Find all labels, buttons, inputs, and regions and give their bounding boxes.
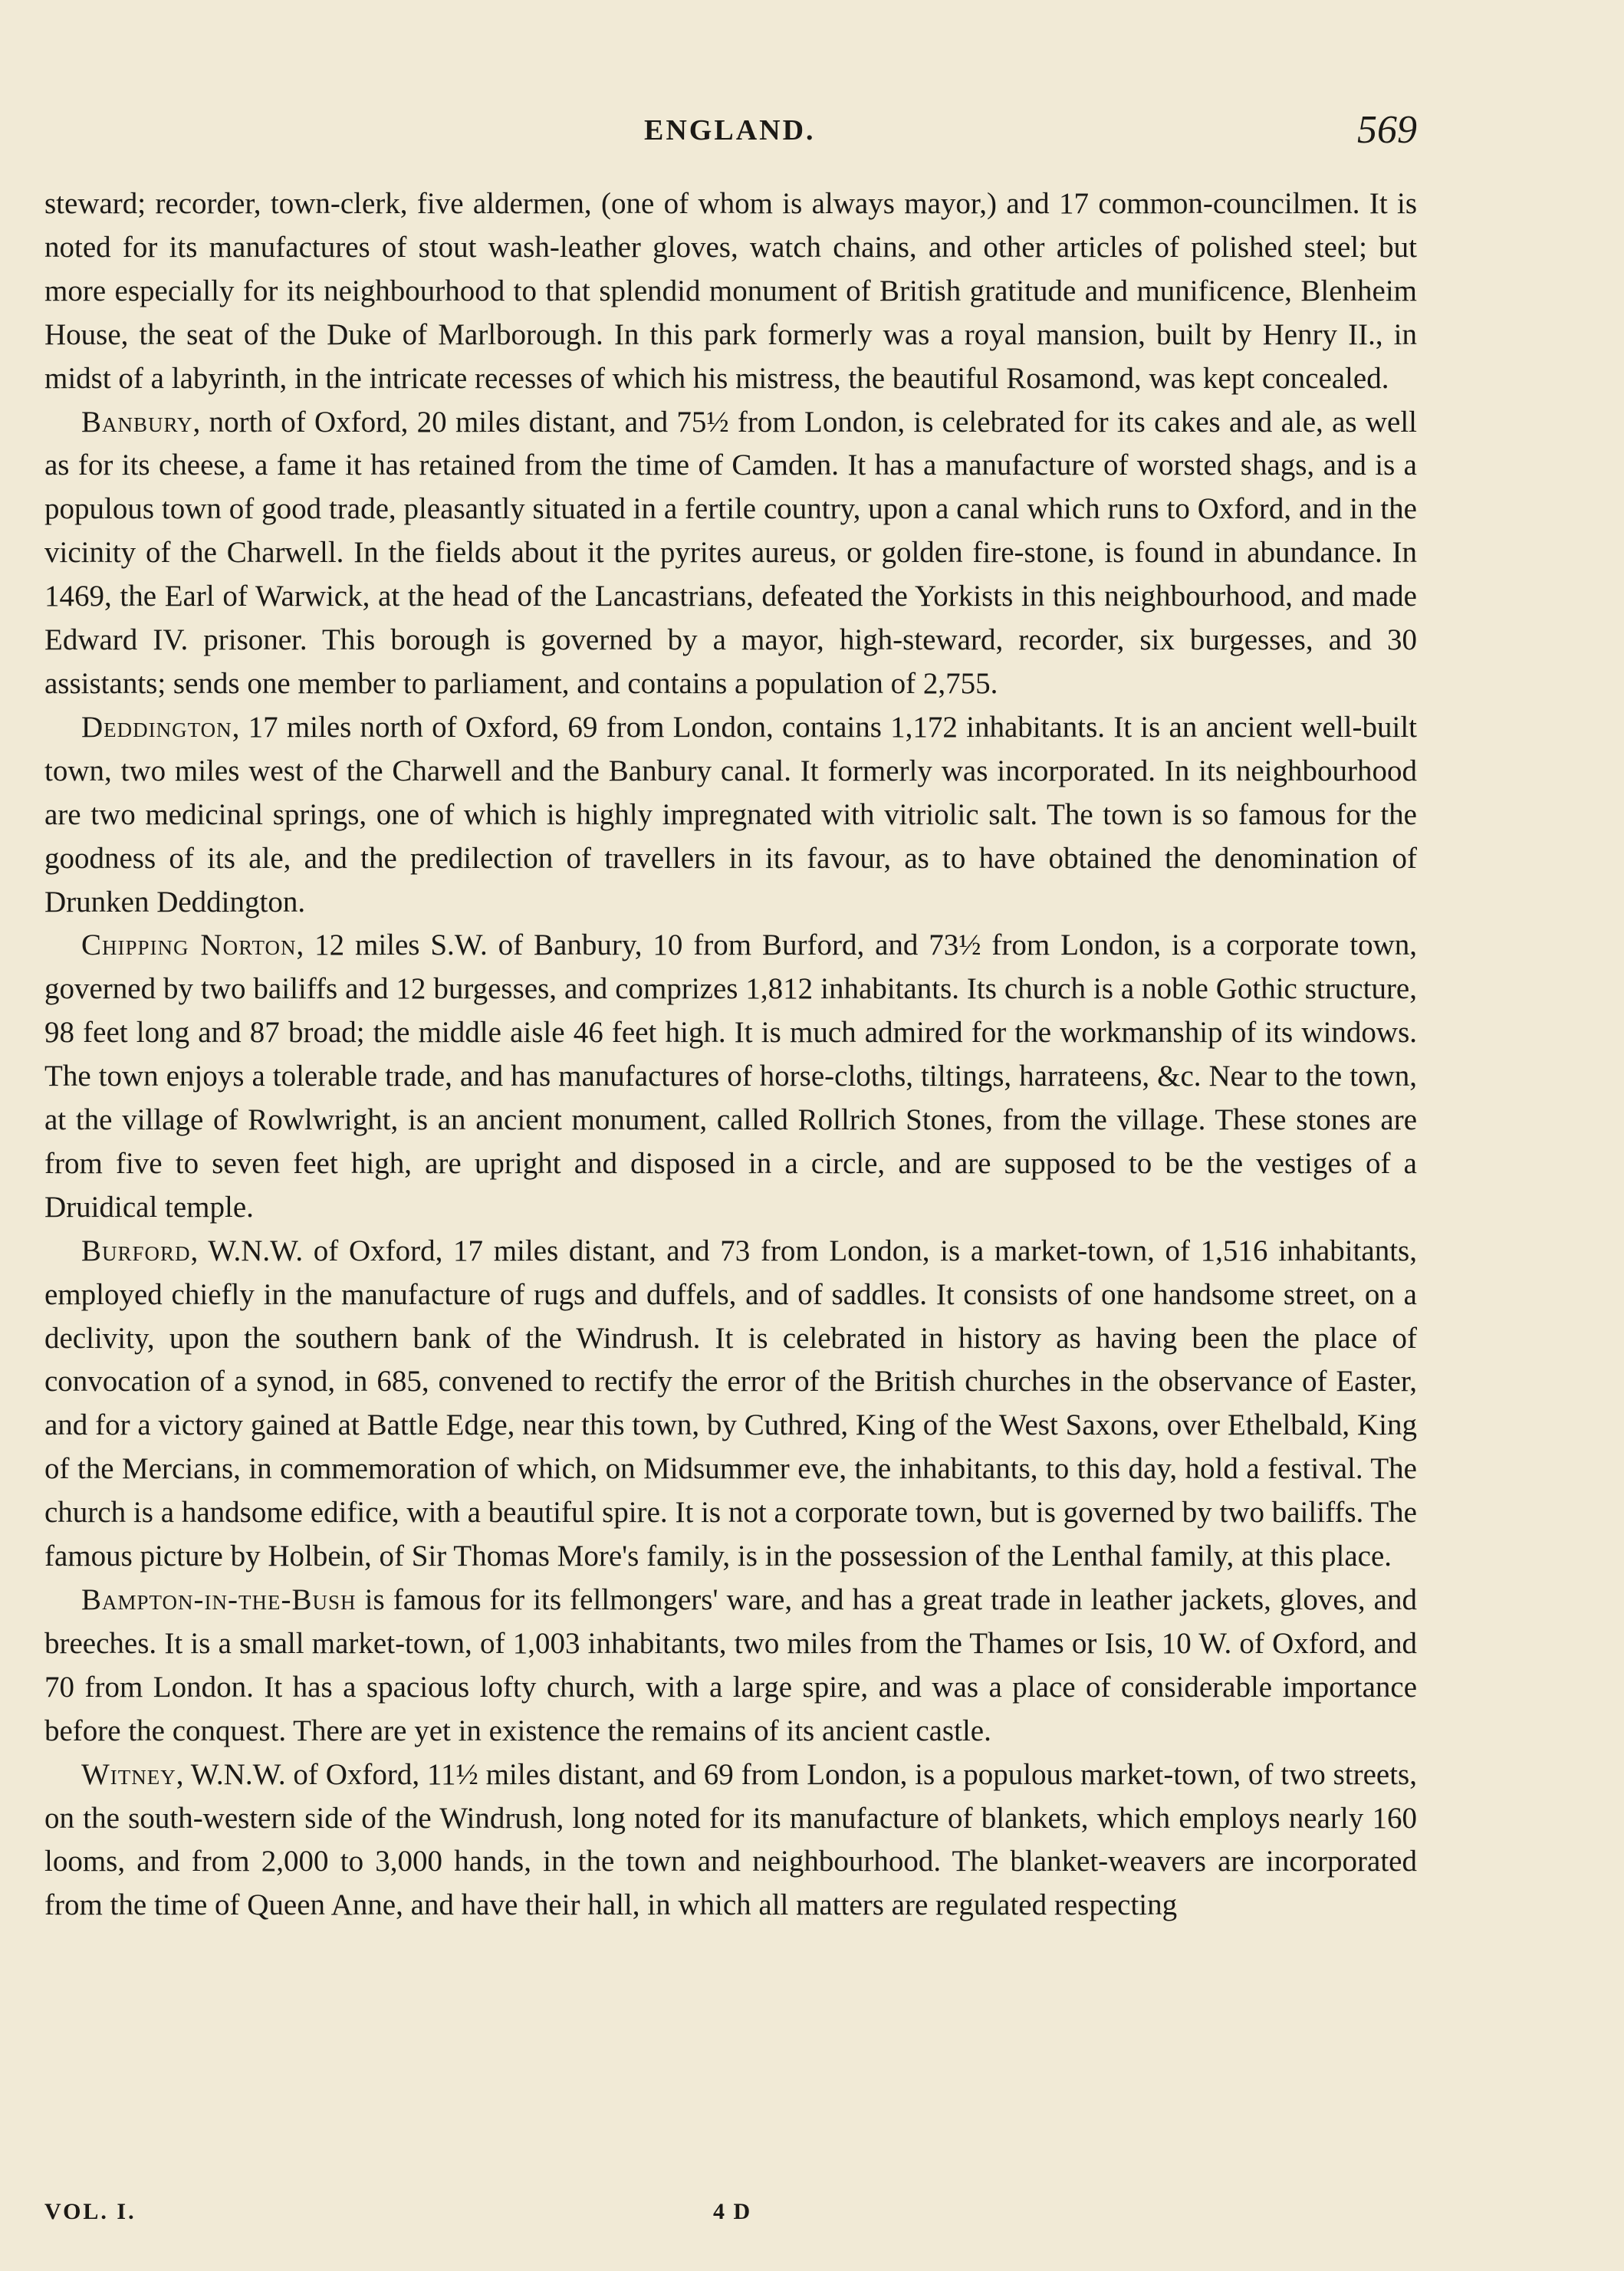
entry-witney bbox=[44, 1753, 1417, 1928]
entry-text: , W.N.W. of Oxford, 11½ miles distant, and 69 from London, is a populous market-town, of two streets, on the south-western side of the Windrush, long noted for its manufacture of blankets, which employs nearly 160 looms, and from 2,000 to 3,000 hands, in the town and neighbourhood. The blanket-weavers are incorporated from the time of Queen Anne, and have their hall, in which all matters are regulated respecting bbox=[44, 1757, 1417, 1922]
page-footer bbox=[0, 2199, 1624, 2237]
page-number: 569 bbox=[1357, 108, 1417, 152]
paragraph-continued bbox=[44, 182, 1417, 401]
volume-mark: VOL. I. bbox=[44, 2199, 136, 2224]
entry-heading: Burford bbox=[81, 1234, 191, 1267]
paragraph-text: steward; recorder, town-clerk, five aldermen, (one of whom is always mayor,) and 17 common-councilmen. It is noted for its manufactures of stout wash-leather gloves, watch chains, and other articles of polished steel; but more especially for its neighbourhood to that splendid monument of British gratitude and munificence, Blenheim House, the seat of the Duke of Marlborough. In this park formerly was a royal mansion, built by Henry II., in midst of a labyrinth, in the intricate recesses of which his mistress, the beautiful Rosamond, was kept concealed. bbox=[44, 187, 1417, 395]
entry-deddington bbox=[44, 706, 1417, 925]
entry-heading: Bampton-in-the-Bush bbox=[81, 1583, 357, 1616]
entry-text: is famous for its fellmongers' ware, and has a great trade in leather jackets, gloves, and breeches. It is a small market-town, of 1,003 inhabitants, two miles from the Thames or Isis, 10 W. of Oxford, and 70 from London. It has a spacious lofty church, with a large spire, and was a place of considerable importance before the conquest. There are yet in existence the remains of its ancient castle. bbox=[44, 1583, 1417, 1747]
entry-heading: Chipping Norton bbox=[81, 928, 297, 962]
entry-text: , 12 miles S.W. of Banbury, 10 from Burford, and 73½ from London, is a corporate town, governed by two bailiffs and 12 burgesses, and comprizes 1,812 inhabitants. Its church is a noble Gothic structure, 98 feet long and 87 broad; the middle aisle 46 feet high. It is much admired for the workmanship of its windows. The town enjoys a tolerable trade, and has manufactures of horse-cloths, tiltings, harrateens, &c. Near to the town, at the village of Rowlwright, is an ancient monument, called Rollrich Stones, from the village. These stones are from five to seven feet high, are upright and disposed in a circle, and are supposed to be the vestiges of a Druidical temple. bbox=[44, 928, 1418, 1224]
entry-bampton-in-the-bush bbox=[44, 1579, 1417, 1753]
entry-text: , 17 miles north of Oxford, 69 from London, contains 1,172 inhabitants. It is an ancient well-built town, two miles west of the Charwell and the Banbury canal. It formerly was incorporated. In its neighbourhood are two medicinal springs, one of which is highly impregnated with vitriolic salt. The town is so famous for the goodness of its ale, and the predilection of travellers in its favour, as to have obtained the denomination of Drunken Deddington. bbox=[44, 710, 1417, 919]
entry-text: , north of Oxford, 20 miles distant, and 75½ from London, is celebrated for its cakes and ale, as well as for its cheese, a fame it has retained from the time of Camden. It has a manufacture of worsted shags, and is a populous town of good trade, pleasantly situated in a fertile country, upon a canal which runs to Oxford, and in the vicinity of the Charwell. In the fields about it the pyrites aureus, or golden fire-stone, is found in abundance. In 1469, the Earl of Warwick, at the head of the Lancastrians, defeated the Yorkists in this neighbourhood, and made Edward IV. prisoner. This borough is governed by a mayor, high-steward, recorder, six burgesses, and 30 assistants; sends one member to parliament, and contains a population of 2,755. bbox=[44, 405, 1417, 700]
running-head bbox=[0, 107, 1624, 161]
entry-heading: Witney bbox=[81, 1757, 176, 1791]
entry-text: , W.N.W. of Oxford, 17 miles distant, and 73 from London, is a market-town, of 1,516 inhabitants, employed chiefly in the manufacture of rugs and duffels, and of saddles. It consists of one handsome street, on a declivity, upon the southern bank of the Windrush. It is celebrated in history as having been the place of convocation of a synod, in 685, convened to rectify the error of the British churches in the observance of Easter, and for a victory gained at Battle Edge, near this town, by Cuthred, King of the West Saxons, over Ethelbald, King of the Mercians, in commemoration of which, on Midsummer eve, the inhabitants, to this day, hold a festival. The church is a handsome edifice, with a beautiful spire. It is not a corporate town, but is governed by two bailiffs. The famous picture by Holbein, of Sir Thomas More's family, is in the possession of the Lenthal family, at this place. bbox=[44, 1234, 1417, 1573]
running-title: ENGLAND. bbox=[644, 114, 816, 146]
entry-heading: Banbury bbox=[81, 405, 193, 439]
signature-mark: 4 D bbox=[713, 2199, 752, 2224]
entry-heading: Deddington bbox=[81, 710, 232, 744]
entry-burford bbox=[44, 1230, 1417, 1579]
entry-banbury bbox=[44, 401, 1417, 706]
body-text bbox=[44, 182, 1417, 1928]
entry-chipping-norton bbox=[44, 924, 1417, 1229]
